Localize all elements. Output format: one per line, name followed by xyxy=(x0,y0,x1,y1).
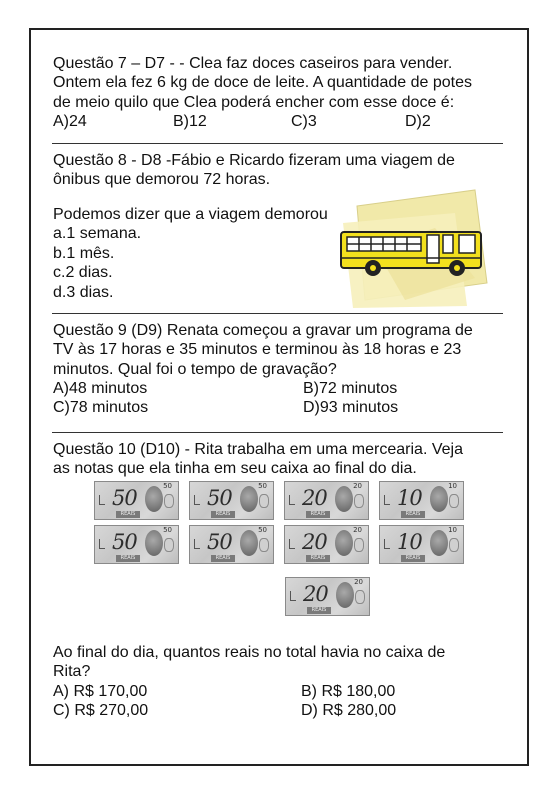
portrait-icon xyxy=(335,530,353,556)
q8-option-c[interactable]: c.2 dias. xyxy=(53,264,113,281)
portrait-icon xyxy=(145,530,163,556)
banknote-value: 20 xyxy=(302,530,327,554)
banknote-value: 50 xyxy=(207,486,232,510)
banknote: 50 50 REAIS xyxy=(189,481,274,520)
q7-text-line-2: Ontem ela fez 6 kg de doce de leite. A quantidade de potes xyxy=(53,74,472,91)
q8-prompt: Podemos dizer que a viagem demorou xyxy=(53,206,328,223)
banknote-value: 50 xyxy=(207,530,232,554)
banknote-value: 10 xyxy=(397,530,422,554)
q9-option-c[interactable]: C)78 minutos xyxy=(53,399,149,416)
q7-option-b[interactable]: B)12 xyxy=(173,113,207,130)
q10-text-line-1: Questão 10 (D10) - Rita trabalha em uma mercearia. Veja xyxy=(53,441,463,458)
q8-text-line-1: Questão 8 - D8 -Fábio e Ricardo fizeram uma viagem de xyxy=(53,152,455,169)
q7-option-a[interactable]: A)24 xyxy=(53,113,87,130)
q8-option-b[interactable]: b.1 mês. xyxy=(53,245,115,262)
portrait-icon xyxy=(145,486,163,512)
q9-option-a[interactable]: A)48 minutos xyxy=(53,380,148,397)
banknote-value: 20 xyxy=(303,582,328,606)
banknote-value: 10 xyxy=(397,486,422,510)
banknote-value: 20 xyxy=(302,486,327,510)
q7-text-line-3: de meio quilo que Clea poderá encher com esse doce é: xyxy=(53,94,455,111)
portrait-icon xyxy=(336,582,354,608)
q10-option-c[interactable]: C) R$ 270,00 xyxy=(53,702,149,719)
divider-q7-q8 xyxy=(52,143,503,144)
q7-text-line-1: Questão 7 – D7 - - Clea faz doces caseiros para vender. xyxy=(53,55,453,72)
q9-text-line-3: minutos. Qual foi o tempo de gravação? xyxy=(53,361,337,378)
banknote: 10 10 REAIS xyxy=(379,525,464,564)
q9-option-d[interactable]: D)93 minutos xyxy=(303,399,399,416)
portrait-icon xyxy=(430,486,448,512)
q9-text-line-1: Questão 9 (D9) Renata começou a gravar um programa de xyxy=(53,322,473,339)
banknote: 20 20 REAIS xyxy=(284,481,369,520)
banknote-value: 50 xyxy=(112,530,137,554)
q10-question-line-1: Ao final do dia, quantos reais no total havia no caixa de xyxy=(53,644,446,661)
portrait-icon xyxy=(335,486,353,512)
q10-option-b[interactable]: B) R$ 180,00 xyxy=(301,683,396,700)
bus-icon xyxy=(335,188,490,310)
divider-q8-q9 xyxy=(52,313,503,314)
banknote: 20 20 REAIS xyxy=(285,577,370,616)
q10-option-a[interactable]: A) R$ 170,00 xyxy=(53,683,148,700)
q10-text-line-2: as notas que ela tinha em seu caixa ao final do dia. xyxy=(53,460,417,477)
q8-option-d[interactable]: d.3 dias. xyxy=(53,284,114,301)
portrait-icon xyxy=(240,530,258,556)
q9-option-b[interactable]: B)72 minutos xyxy=(303,380,398,397)
portrait-icon xyxy=(430,530,448,556)
banknote-value: 50 xyxy=(112,486,137,510)
q10-option-d[interactable]: D) R$ 280,00 xyxy=(301,702,397,719)
portrait-icon xyxy=(240,486,258,512)
q8-option-a[interactable]: a.1 semana. xyxy=(53,225,142,242)
q7-option-c[interactable]: C)3 xyxy=(291,113,317,130)
banknote: 50 50 REAIS xyxy=(94,525,179,564)
divider-q9-q10 xyxy=(52,432,503,433)
q8-text-line-2: ônibus que demorou 72 horas. xyxy=(53,171,271,188)
banknote: 10 10 REAIS xyxy=(379,481,464,520)
q9-text-line-2: TV às 17 horas e 35 minutos e terminou às 18 horas e 23 xyxy=(53,341,462,358)
banknote: 20 20 REAIS xyxy=(284,525,369,564)
banknote: 50 50 REAIS xyxy=(94,481,179,520)
q10-question-line-2: Rita? xyxy=(53,663,91,680)
bus-illustration xyxy=(335,188,490,310)
banknote: 50 50 REAIS xyxy=(189,525,274,564)
q7-option-d[interactable]: D)2 xyxy=(405,113,431,130)
